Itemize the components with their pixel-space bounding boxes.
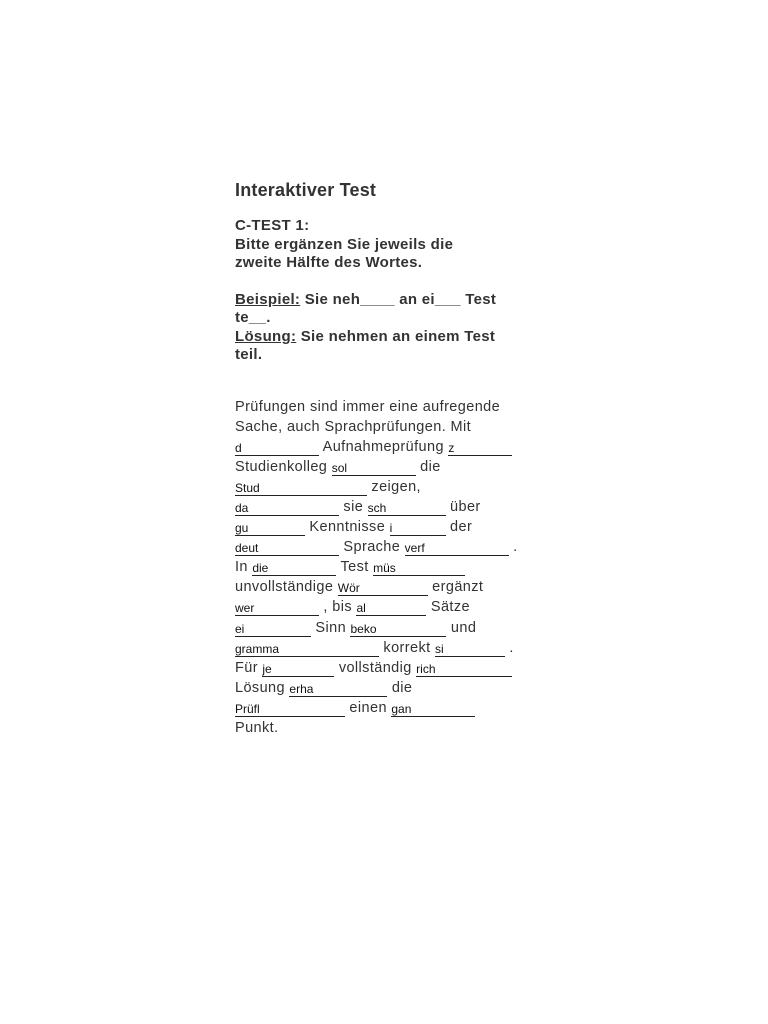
passage-text: zeigen, xyxy=(367,478,421,495)
gap-input[interactable]: je xyxy=(262,662,334,677)
passage-line xyxy=(235,658,530,678)
passage-line xyxy=(235,618,530,638)
gap-input[interactable]: beko xyxy=(350,622,446,637)
example-block xyxy=(235,291,530,365)
passage-line: Sache, auch Sprachprüfungen. Mit xyxy=(235,418,472,435)
passage-text: Lösung xyxy=(235,679,290,696)
gap-input[interactable]: müs xyxy=(373,561,465,576)
passage-line xyxy=(235,557,530,577)
test-heading: C-TEST 1: xyxy=(235,217,310,234)
passage-text: korrekt xyxy=(379,639,435,656)
passage-text: Sinn xyxy=(311,619,351,636)
solution-text: teil. xyxy=(235,346,263,363)
gap-input[interactable]: i xyxy=(390,521,446,536)
passage-line xyxy=(235,698,530,718)
gap-input[interactable]: wer xyxy=(235,601,319,616)
passage-line xyxy=(235,477,530,497)
passage-text: über xyxy=(445,498,481,515)
passage-text: vollständig xyxy=(334,659,417,676)
passage-line xyxy=(235,638,530,658)
passage-text: Sätze xyxy=(426,599,470,616)
gap-input[interactable]: verf xyxy=(405,541,509,556)
gap-input[interactable]: da xyxy=(235,501,339,516)
passage-line xyxy=(235,517,530,537)
gap-input[interactable]: gu xyxy=(235,521,305,536)
example-label: Beispiel: xyxy=(235,290,301,308)
passage-line: Prüfungen sind immer eine aufregende xyxy=(235,398,501,415)
passage-line xyxy=(235,678,530,698)
passage-text: unvollständige xyxy=(235,579,338,596)
passage-text: die xyxy=(387,679,413,696)
example-text: Sie neh____ an ei___ Test xyxy=(300,290,497,308)
gap-input[interactable]: gramma xyxy=(235,642,379,657)
example-text: te__. xyxy=(235,309,271,326)
gap-input[interactable]: al xyxy=(356,601,426,616)
passage-line xyxy=(235,437,530,457)
passage-text: Aufnahmeprüfung xyxy=(319,438,449,455)
passage-text: sie xyxy=(339,498,368,515)
passage-line xyxy=(235,537,530,557)
passage-text: , bis xyxy=(319,599,357,616)
passage-text: Für xyxy=(235,659,263,676)
passage-text: In xyxy=(235,559,253,576)
gap-input[interactable]: die xyxy=(252,561,336,576)
passage-text: Sprache xyxy=(339,539,405,556)
passage-text: Test xyxy=(336,559,374,576)
passage-text: und xyxy=(446,619,477,636)
gap-input[interactable]: si xyxy=(435,642,505,657)
passage-line xyxy=(235,497,530,517)
passage-text: die xyxy=(415,458,441,475)
cloze-passage xyxy=(235,397,530,739)
solution-label: Lösung: xyxy=(235,327,297,345)
gap-input[interactable]: Prüfl xyxy=(235,702,345,717)
gap-input[interactable]: sch xyxy=(368,501,446,516)
passage-text: . xyxy=(508,539,518,556)
solution-text: Sie nehmen an einem Test xyxy=(296,327,496,345)
gap-input[interactable]: Wör xyxy=(338,581,428,596)
passage-text: Kenntnisse xyxy=(305,519,390,536)
gap-input[interactable]: Stud xyxy=(235,481,367,496)
passage-line xyxy=(235,577,530,597)
instructions xyxy=(235,217,530,273)
passage-line xyxy=(235,597,530,617)
gap-input[interactable]: deut xyxy=(235,541,339,556)
gap-input[interactable]: z xyxy=(448,441,512,456)
gap-input[interactable]: d xyxy=(235,441,319,456)
passage-line: Punkt. xyxy=(235,720,279,736)
gap-input[interactable]: rich xyxy=(416,662,512,677)
page-title: Interaktiver Test xyxy=(235,180,377,200)
gap-input[interactable]: gan xyxy=(391,702,475,717)
gap-input[interactable]: sol xyxy=(332,461,416,476)
passage-text: einen xyxy=(345,699,392,716)
instruction-line: zweite Hälfte des Wortes. xyxy=(235,254,423,271)
passage-text: Studienkolleg xyxy=(235,458,332,475)
gap-input[interactable]: ei xyxy=(235,622,311,637)
test-content xyxy=(235,180,530,738)
passage-text: . xyxy=(504,639,514,656)
passage-text: der xyxy=(445,519,473,536)
gap-input[interactable]: erha xyxy=(289,682,387,697)
passage-line xyxy=(235,457,530,477)
passage-text: ergänzt xyxy=(427,579,484,596)
instruction-line: Bitte ergänzen Sie jeweils die xyxy=(235,235,454,253)
